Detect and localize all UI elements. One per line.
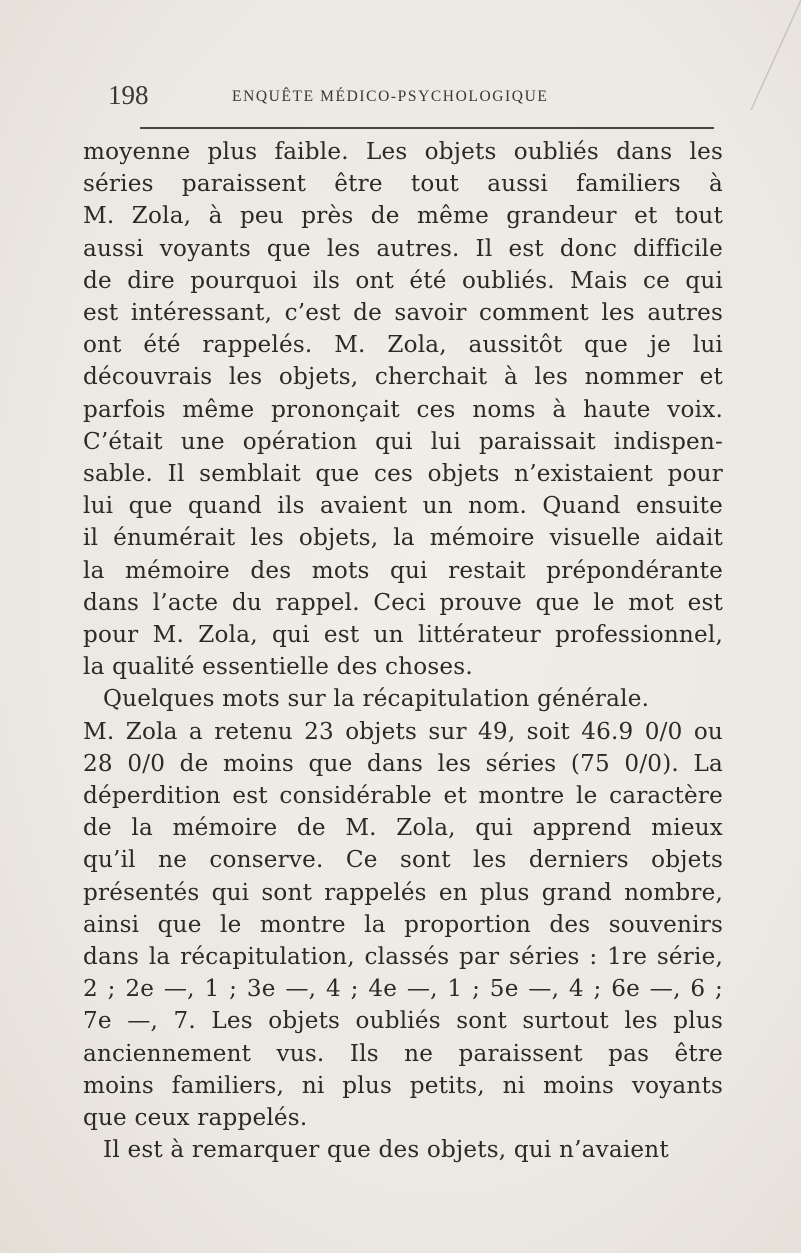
text-line: qu’il ne conserve. Ce sont les derniers objets [83, 847, 723, 874]
text-line: lui que quand ils avaient un nom. Quand ensuite [83, 493, 723, 520]
text-line: ont été rappelés. M. Zola, aussitôt que je lui [83, 332, 723, 359]
text-line: déperdition est considérable et montre le caractère [83, 783, 723, 810]
paragraph-start-line: Quelques mots sur la récapitulation générale. [103, 686, 650, 713]
text-line: moins familiers, ni plus petits, ni moins voyants [83, 1072, 723, 1099]
text-line: aussi voyants que les autres. Il est donc difficile [83, 235, 723, 262]
page-corner-crease [741, 0, 801, 110]
text-line: présentés qui sont rappelés en plus grand nombre, [83, 879, 723, 906]
text-line: découvrais les objets, cherchait à les nommer et [83, 364, 723, 391]
text-line: il énumérait les objets, la mémoire visuelle aidait [83, 525, 723, 552]
text-line: la mémoire des mots qui restait prépondérante [83, 557, 723, 584]
header-rule [140, 127, 714, 129]
text-line: est intéressant, c’est de savoir comment les autres [83, 300, 723, 327]
text-line: M. Zola a retenu 23 objets sur 49, soit 46.9 0/0 ou [83, 718, 723, 745]
text-line: de dire pourquoi ils ont été oubliés. Mais ce qui [83, 267, 723, 294]
text-line: 28 0/0 de moins que dans les séries (75 0/0). La [83, 750, 723, 777]
text-line: que ceux rappelés. [83, 1105, 308, 1132]
text-line: de la mémoire de M. Zola, qui apprend mieux [83, 815, 723, 842]
text-line: séries paraissent être tout aussi familiers à [83, 171, 723, 198]
body-text [83, 136, 723, 1167]
running-title: ENQUÊTE MÉDICO-PSYCHOLOGIQUE [232, 88, 549, 105]
text-line: 2 ; 2e —, 1 ; 3e —, 4 ; 4e —, 1 ; 5e —, 4 ; 6e —, 6 ; [83, 976, 723, 1003]
text-line: dans l’acte du rappel. Ceci prouve que le mot est [83, 589, 723, 616]
text-line: sable. Il semblait que ces objets n’existaient pour [83, 461, 723, 488]
text-line: dans la récapitulation, classés par séries : 1re série, [83, 944, 723, 971]
text-line: M. Zola, à peu près de même grandeur et tout [83, 203, 723, 230]
text-line: moyenne plus faible. Les objets oubliés dans les [83, 139, 723, 165]
text-line: C’était une opération qui lui paraissait indispen- [83, 428, 723, 455]
text-line: ainsi que le montre la proportion des souvenirs [83, 911, 723, 938]
text-line: 7e —, 7. Les objets oubliés sont surtout les plus [83, 1008, 723, 1035]
text-line: pour M. Zola, qui est un littérateur professionnel, [83, 622, 723, 649]
page-header [108, 80, 708, 120]
paragraph-start-line: Il est à remarquer que des objets, qui n’avaient [103, 1137, 669, 1164]
page-number: 198 [108, 80, 149, 110]
text-line: parfois même prononçait ces noms à haute voix. [83, 396, 723, 423]
text-line: anciennement vus. Ils ne paraissent pas être [83, 1040, 723, 1067]
text-line: la qualité essentielle des choses. [83, 654, 473, 681]
